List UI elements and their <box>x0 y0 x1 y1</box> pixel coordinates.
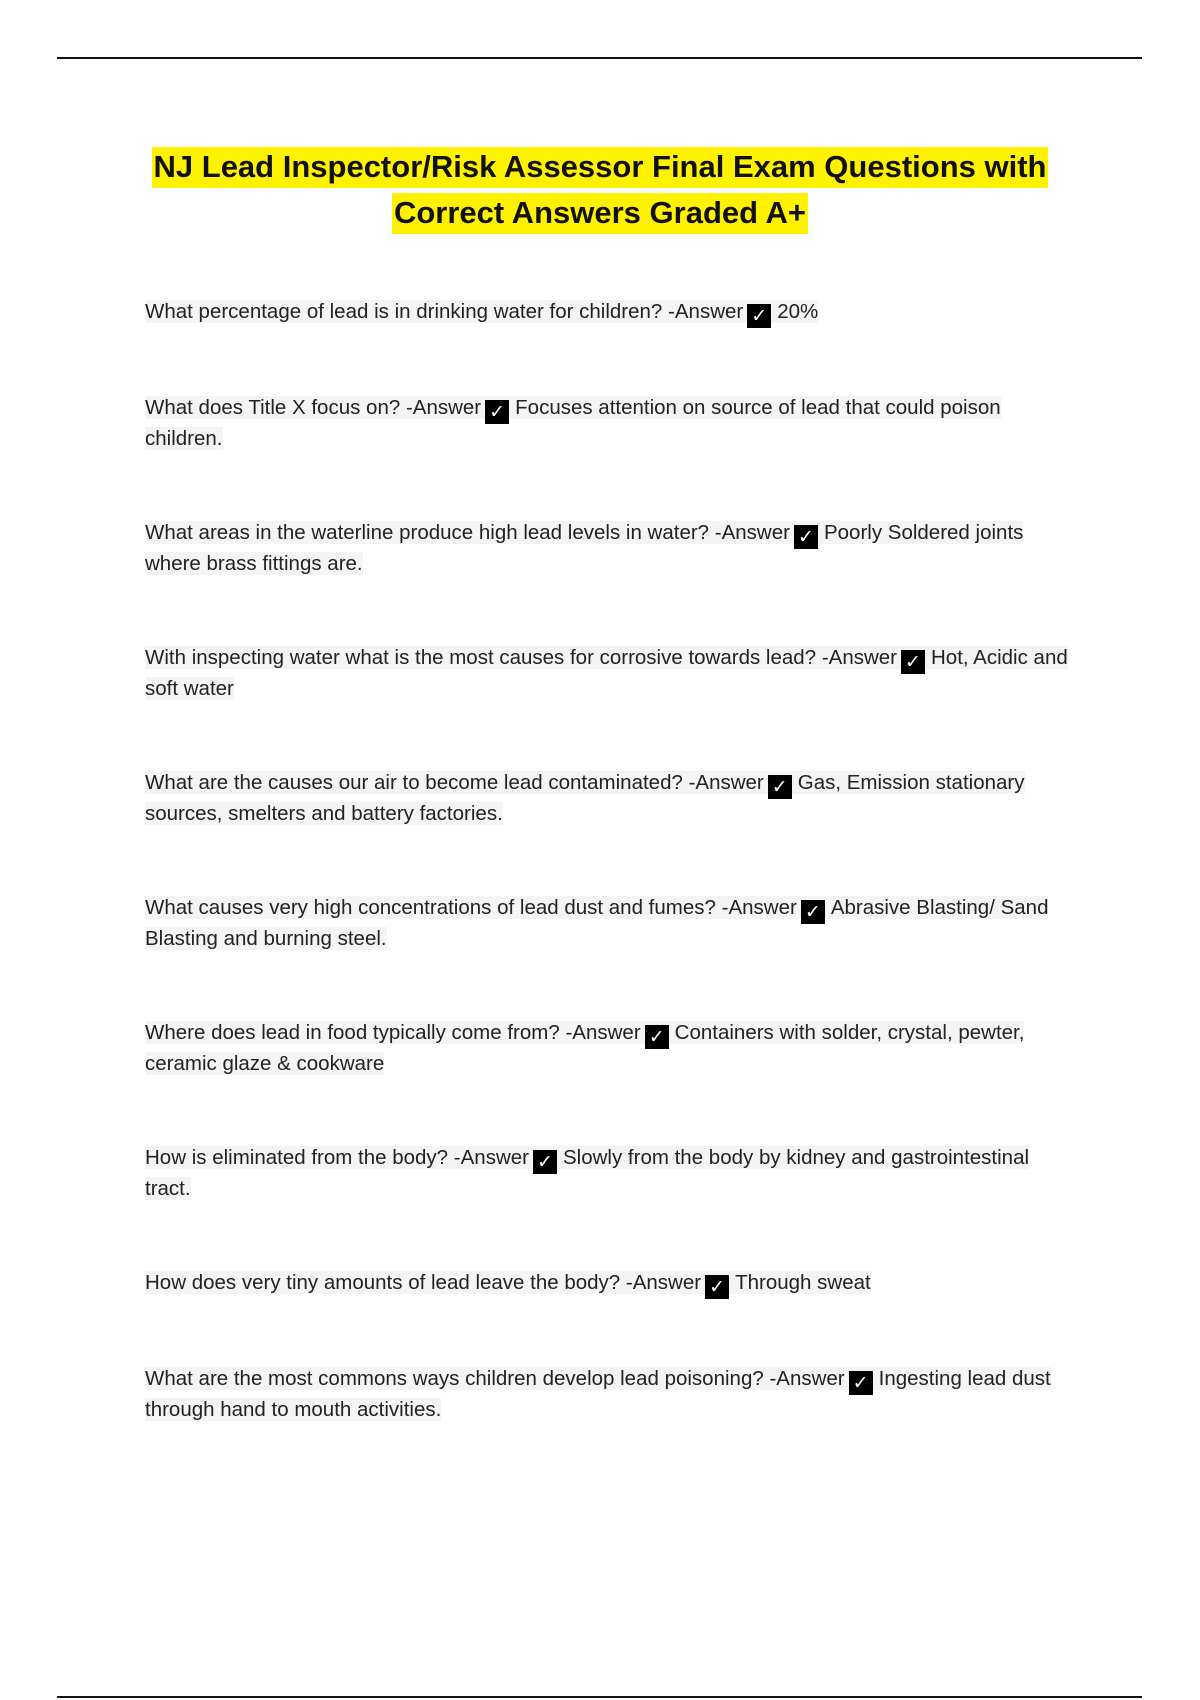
answer-marker: -Answer <box>821 646 897 669</box>
answer-marker: -Answer <box>405 396 482 419</box>
answer-text: Focuses attention on source of lead that could poison children. <box>145 396 1001 450</box>
answer-text: 20% <box>777 300 819 323</box>
qa-item <box>145 1268 1080 1299</box>
check-box-icon: ✓ <box>794 525 818 549</box>
question-text: What percentage of lead is in drinking water for children? <box>145 300 663 323</box>
question-text: What does Title X focus on? <box>145 396 401 419</box>
answer-marker: -Answer <box>625 1271 702 1294</box>
answer-text: Slowly from the body by kidney and gastrointestinal tract. <box>145 1146 1030 1200</box>
qa-item <box>145 643 1080 703</box>
answer-text: Containers with solder, crystal, pewter, ceramic glaze & cookware <box>145 1021 1025 1075</box>
qa-item <box>145 893 1080 953</box>
answer-text: Poorly Soldered joints where brass fittings are. <box>145 521 1024 575</box>
check-box-icon: ✓ <box>485 400 509 424</box>
qa-item <box>145 518 1080 578</box>
answer-text: Through sweat <box>735 1271 871 1294</box>
answer-text: Abrasive Blasting/ Sand Blasting and burning steel. <box>145 896 1049 950</box>
check-box-icon: ✓ <box>801 900 825 924</box>
qa-list <box>145 297 1080 1424</box>
qa-item <box>145 393 1080 453</box>
qa-item <box>145 1018 1080 1078</box>
question-text: Where does lead in food typically come from? <box>145 1021 560 1044</box>
qa-item <box>145 768 1080 828</box>
answer-marker: -Answer <box>721 896 797 919</box>
qa-item <box>145 1143 1080 1203</box>
question-text: How does very tiny amounts of lead leave the body? <box>145 1271 621 1294</box>
question-text: What areas in the waterline produce high lead levels in water? <box>145 521 710 544</box>
page-title-text: NJ Lead Inspector/Risk Assessor Final Exam Questions with Correct Answers Graded A+ <box>152 147 1049 234</box>
check-box-icon: ✓ <box>768 775 792 799</box>
check-box-icon: ✓ <box>849 1371 873 1395</box>
question-text: How is eliminated from the body? <box>145 1146 449 1169</box>
qa-item <box>145 1364 1080 1424</box>
answer-text: Ingesting lead dust through hand to mouth activities. <box>145 1367 1051 1421</box>
top-rule <box>57 57 1142 59</box>
question-text: With inspecting water what is the most causes for corrosive towards lead? <box>145 646 817 669</box>
answer-marker: -Answer <box>769 1367 845 1390</box>
check-box-icon: ✓ <box>645 1025 669 1049</box>
page-title <box>120 144 1080 236</box>
question-text: What are the causes our air to become lead contaminated? <box>145 771 683 794</box>
check-box-icon: ✓ <box>533 1150 557 1174</box>
qa-item <box>145 297 1080 328</box>
answer-marker: -Answer <box>453 1146 529 1169</box>
answer-marker: -Answer <box>668 300 744 323</box>
check-box-icon: ✓ <box>747 304 771 328</box>
check-box-icon: ✓ <box>705 1275 729 1299</box>
bottom-rule <box>57 1696 1142 1698</box>
answer-marker: -Answer <box>714 521 790 544</box>
question-text: What are the most commons ways children develop lead poisoning? <box>145 1367 764 1390</box>
answer-marker: -Answer <box>565 1021 641 1044</box>
answer-marker: -Answer <box>688 771 764 794</box>
answer-text: Hot, Acidic and soft water <box>145 646 1068 700</box>
check-box-icon: ✓ <box>901 650 925 674</box>
question-text: What causes very high concentrations of lead dust and fumes? <box>145 896 716 919</box>
answer-text: Gas, Emission stationary sources, smelters and battery factories. <box>145 771 1025 825</box>
